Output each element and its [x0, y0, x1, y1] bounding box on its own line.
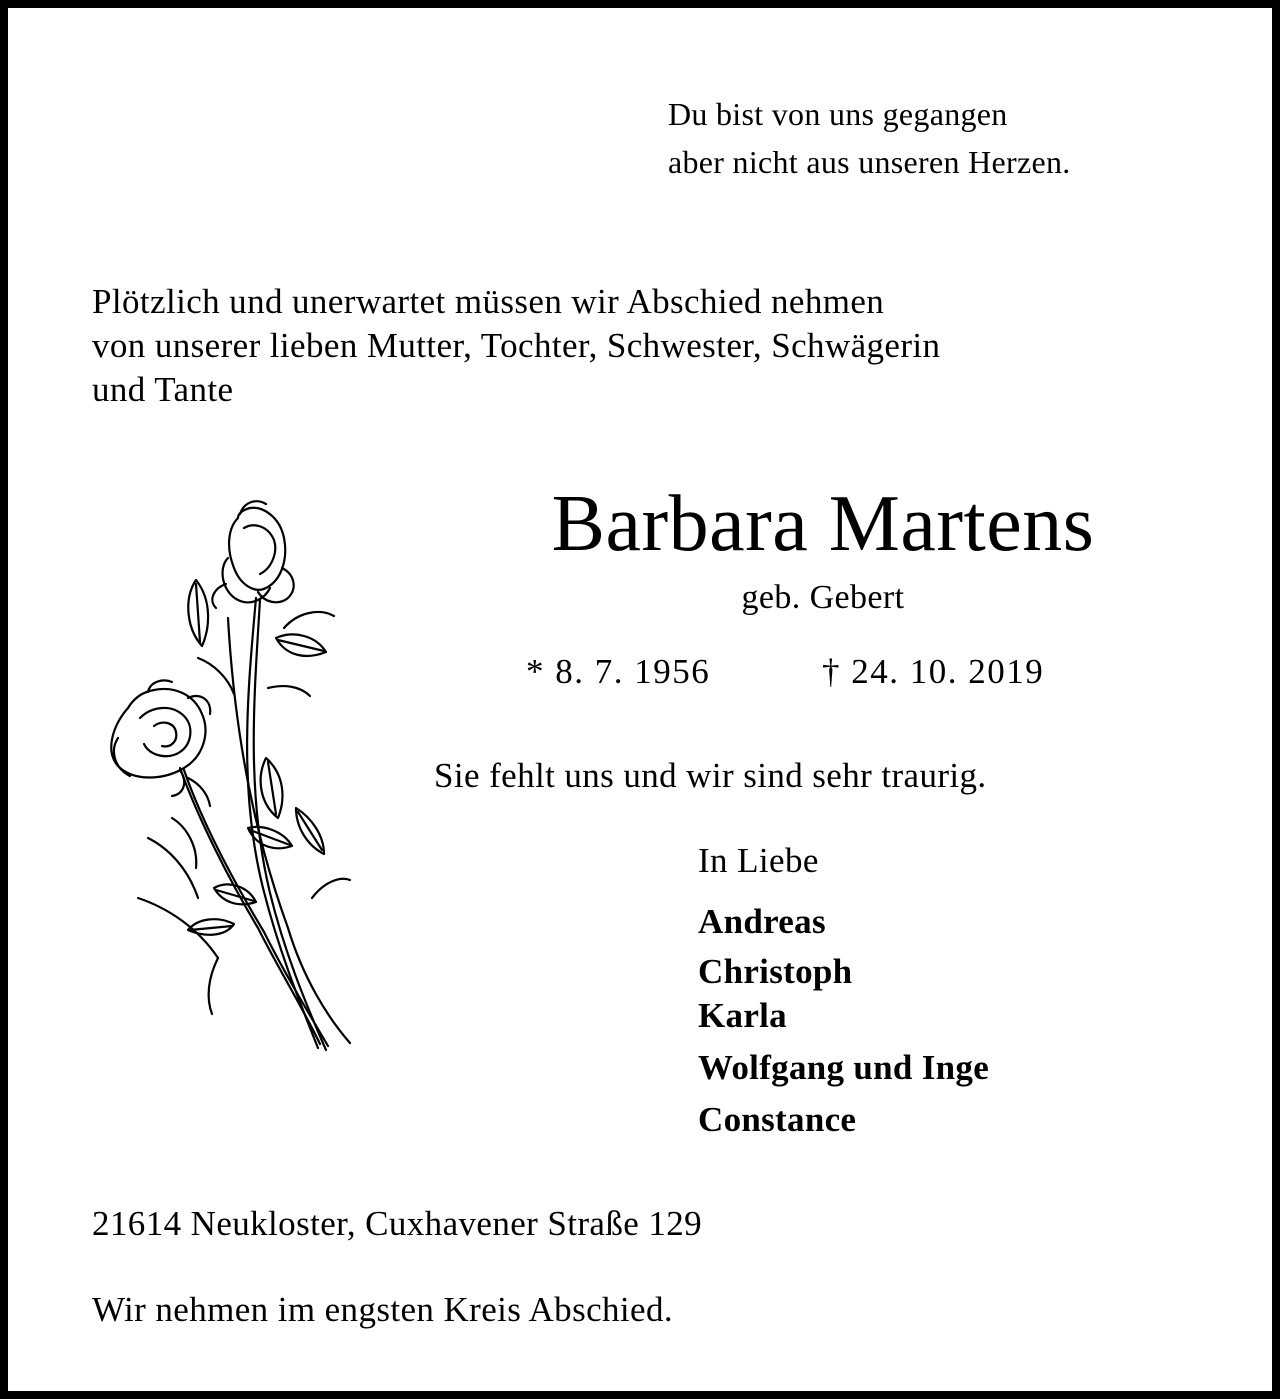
intro-line-2: von unserer lieben Mutter, Tochter, Schwester, Schwägerin [92, 326, 941, 365]
farewell-note: Wir nehmen im engsten Kreis Abschied. [92, 1290, 674, 1329]
motto-line-1: Du bist von uns gegangen [668, 96, 1008, 132]
mourner-name: Andreas [698, 902, 826, 941]
motto-line-2: aber nicht aus unseren Herzen. [668, 144, 1071, 180]
mourner-name: Wolfgang und Inge [698, 1048, 990, 1087]
intro-line-1: Plötzlich und unerwartet müssen wir Abschied nehmen [92, 282, 885, 321]
deceased-name: Barbara Martens [551, 480, 1095, 568]
mourning-sentence: Sie fehlt uns und wir sind sehr traurig. [434, 756, 987, 795]
mourner-name: Karla [698, 996, 787, 1035]
mourner-name: Constance [698, 1100, 857, 1139]
closing-phrase: In Liebe [698, 841, 819, 880]
intro-line-3: und Tante [92, 370, 234, 409]
address: 21614 Neukloster, Cuxhavener Straße 129 [92, 1204, 703, 1243]
motto [668, 90, 1071, 186]
intro-text [92, 280, 1212, 412]
rose-drawing-icon [88, 488, 368, 1068]
maiden-name: geb. Gebert [741, 579, 905, 616]
mourner-name: Christoph [698, 952, 853, 991]
death-date: † 24. 10. 2019 [822, 652, 1045, 691]
birth-date: * 8. 7. 1956 [526, 652, 711, 691]
